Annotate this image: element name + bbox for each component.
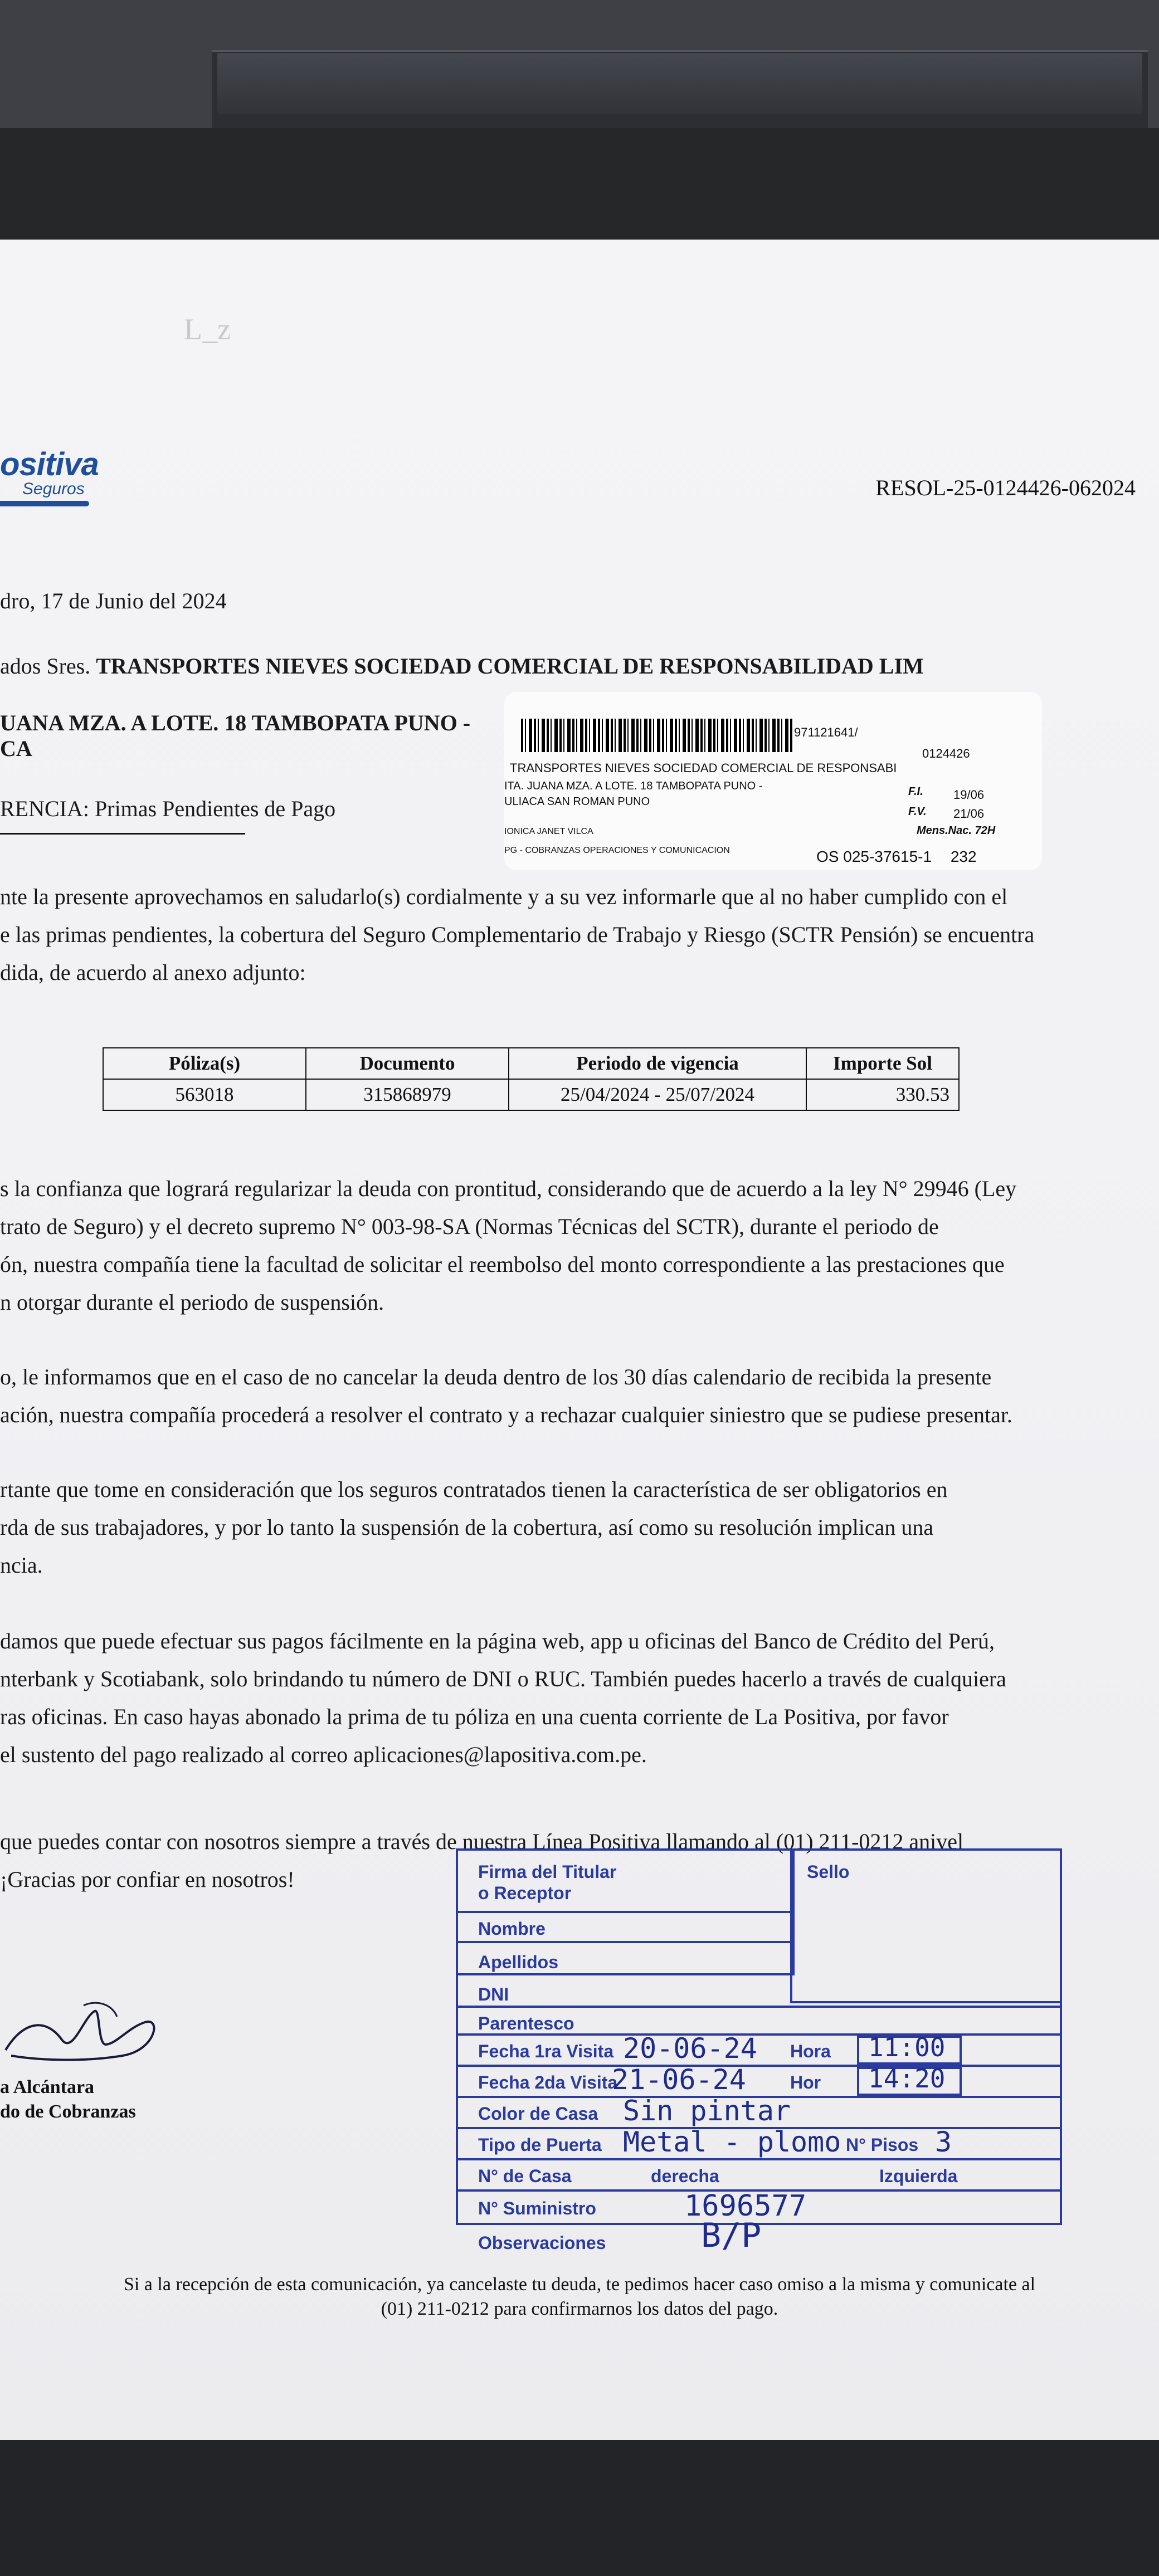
resolution-number: RESOL-25-0124426-062024	[875, 475, 1136, 500]
paragraph-line: rtante que tome en consideración que los seguros contratados tienen la característica de ser obligatorios en	[0, 1477, 948, 1502]
signature-icon	[0, 1983, 167, 2078]
stamp-row-dni	[456, 1973, 1062, 2008]
table-cell: 563018	[103, 1079, 306, 1110]
recipient-address-1: UANA MZA. A LOTE. 18 TAMBOPATA PUNO -	[0, 710, 471, 735]
shipping-label	[504, 692, 1042, 870]
label-code: 0124426	[922, 747, 970, 760]
recipient-line	[0, 653, 924, 679]
label-os-count: 232	[950, 848, 977, 865]
paragraph-line: damos que puede efectuar sus pagos fácilmente en la página web, app u oficinas del Banco de Crédito del Perú,	[0, 1628, 995, 1653]
salutation-prefix: ados Sres.	[0, 653, 91, 679]
intro-line: e las primas pendientes, la cobertura del Seguro Complementario de Trabajo y Riesgo (SCTR Pensión) se encuentra	[0, 922, 1035, 947]
stamp-suministro-label: N° Suministro	[478, 2198, 596, 2218]
paragraph-line: ¡Gracias por confiar en nosotros!	[0, 1867, 295, 1892]
intro-line: dida, de acuerdo al anexo adjunto:	[0, 960, 306, 985]
barcode-icon	[521, 719, 794, 752]
paragraph-line: n otorgar durante el periodo de suspensión.	[0, 1290, 384, 1315]
policy-table	[103, 1047, 960, 1111]
stamp-visita1-value: 20-06-24	[623, 2032, 757, 2065]
background-surface	[0, 2440, 1159, 2576]
paragraph-1	[0, 1170, 1148, 1321]
footer-note-2: (01) 211-0212 para confirmarnos los datos del pago.	[381, 2299, 778, 2319]
paragraph-line: el sustento del pago realizado al correo aplicaciones@lapositiva.com.pe.	[0, 1742, 647, 1767]
stamp-casa-label: N° de Casa	[478, 2166, 572, 2186]
table-cell: 330.53	[806, 1079, 959, 1110]
label-service: Mens.Nac. 72H	[917, 824, 996, 837]
paragraph-line: que puedes contar con nosotros siempre a través de nuestra Línea Positiva llamando al (01) 211-0212 anivel	[0, 1829, 964, 1854]
stamp-observaciones-value: B/P	[701, 2216, 762, 2255]
stamp-hora2-label: Hor	[790, 2072, 821, 2092]
stamp-suministro-value: 1696577	[684, 2189, 807, 2223]
label-agent: IONICA JANET VILCA	[504, 827, 593, 836]
laptop-keyboard-area	[0, 0, 1159, 134]
paragraph-line: trato de Seguro) y el decreto supremo N° 003-98-SA (Normas Técnicas del SCTR), durante el periodo de	[0, 1214, 939, 1239]
paragraph-line: ación, nuestra compañía procederá a resolver el contrato y a rechazar cualquier siniestro que se pudiese presentar.	[0, 1402, 1012, 1427]
courier-stamp	[456, 1848, 1058, 2277]
pen-mark: L_z	[184, 313, 231, 346]
label-fv: F.V.	[908, 806, 927, 818]
table-row	[103, 1079, 959, 1110]
stamp-hora1-value: 11:00	[868, 2032, 946, 2062]
insurer-logo	[0, 446, 145, 506]
paragraph-line: ras oficinas. En caso hayas abonado la prima de tu póliza en una cuenta corriente de La Positiva, por favor	[0, 1704, 949, 1729]
barcode-number: 971121641/	[794, 725, 858, 739]
stamp-puerta-label: Tipo de Puerta	[478, 2135, 602, 2155]
recipient-company: TRANSPORTES NIEVES SOCIEDAD COMERCIAL DE RESPONSABILIDAD LIM	[96, 653, 924, 679]
logo-underline	[0, 501, 89, 506]
stamp-izquierda-label: Izquierda	[879, 2166, 958, 2186]
table-cell: 25/04/2024 - 25/07/2024	[509, 1079, 806, 1110]
stamp-visita2-value: 21-06-24	[612, 2063, 746, 2096]
stamp-color-value: Sin pintar	[623, 2095, 791, 2127]
label-fi-value: 19/06	[953, 788, 985, 802]
stamp-receptor-label: o Receptor	[478, 1883, 572, 1903]
stamp-pisos-label: N° Pisos	[846, 2135, 919, 2155]
stamp-nombre-label: Nombre	[478, 1919, 546, 1939]
stamp-visita1-label: Fecha 1ra Visita	[478, 2041, 614, 2061]
stamp-pisos-value: 3	[935, 2126, 952, 2158]
signatory-name: a Alcántara	[0, 2077, 95, 2097]
stamp-dni-label: DNI	[478, 1984, 509, 2004]
paragraph-4	[0, 1622, 1148, 1774]
stamp-firma-label: Firma del Titular	[478, 1862, 617, 1882]
intro-paragraph	[0, 878, 1148, 992]
paragraph-line: s la confianza que logrará regularizar la deuda con prontitud, considerando que de acuerdo a la ley N° 29946 (Ley	[0, 1176, 1017, 1201]
screen-reflection	[217, 53, 1142, 114]
signatory	[0, 2075, 136, 2124]
label-os	[816, 848, 977, 866]
stamp-parentesco-label: Parentesco	[478, 2013, 574, 2033]
paragraph-line: ón, nuestra compañía tiene la facultad de solicitar el reembolso del monto correspondiente a las prestaciones que	[0, 1252, 1005, 1277]
label-recipient: TRANSPORTES NIEVES SOCIEDAD COMERCIAL DE RESPONSABI	[510, 761, 897, 775]
column-header: Póliza(s)	[103, 1048, 306, 1079]
stamp-hora1-label: Hora	[790, 2041, 831, 2061]
stamp-observaciones-label: Observaciones	[478, 2233, 606, 2253]
paragraph-line: o, le informamos que en el caso de no cancelar la deuda dentro de los 30 días calendario de recibida la presente	[0, 1364, 992, 1389]
paragraph-2	[0, 1358, 1148, 1434]
table-header-row	[103, 1048, 959, 1079]
stamp-puerta-value: Metal - plomo	[623, 2126, 841, 2158]
intro-line: nte la presente aprovechamos en saludarlo(s) cordialmente y a su vez informarle que al no haber cumplido con el	[0, 884, 1008, 909]
signatory-title: do de Cobranzas	[0, 2101, 136, 2122]
footer-note-1: Si a la recepción de esta comunicación, ya cancelaste tu deuda, te pedimos hacer caso omiso a la misma y comunicate al	[123, 2274, 1036, 2295]
stamp-sello-label: Sello	[807, 1862, 850, 1882]
label-department: PG - COBRANZAS OPERACIONES Y COMUNICACION	[504, 846, 730, 855]
logo-subtitle: Seguros	[22, 480, 85, 498]
label-address-1: ITA. JUANA MZA. A LOTE. 18 TAMBOPATA PUNO -	[504, 780, 763, 792]
table-cell: 315868979	[306, 1079, 509, 1110]
reference-line: RENCIA: Primas Pendientes de Pago	[0, 796, 336, 821]
stamp-hora2-value: 14:20	[868, 2063, 946, 2094]
label-os-prefix: OS	[816, 848, 839, 865]
label-fi: F.I.	[908, 786, 923, 798]
label-fv-value: 21/06	[953, 807, 985, 821]
stamp-apellidos-label: Apellidos	[478, 1952, 559, 1972]
paragraph-line: rda de sus trabajadores, y por lo tanto la suspensión de la cobertura, así como su resolución implican una	[0, 1515, 934, 1540]
column-header: Periodo de vigencia	[509, 1048, 806, 1079]
paragraph-line: nterbank y Scotiabank, solo brindando tu número de DNI o RUC. También puedes hacerlo a través de cualquiera	[0, 1666, 1006, 1691]
paragraph-line: ncia.	[0, 1553, 43, 1578]
reference-underline	[0, 833, 245, 835]
stamp-visita2-label: Fecha 2da Visita	[478, 2072, 618, 2092]
paragraph-3	[0, 1471, 1148, 1584]
recipient-address-2: CA	[0, 736, 32, 761]
stamp-color-label: Color de Casa	[478, 2104, 598, 2124]
logo-text: ositiva	[0, 446, 99, 482]
label-os-number: 025-37615-1	[843, 848, 932, 865]
letter-date: dro, 17 de Junio del 2024	[0, 588, 227, 613]
stamp-derecha-label: derecha	[651, 2166, 719, 2186]
column-header: Importe Sol	[806, 1048, 959, 1079]
label-address-2: ULIACA SAN ROMAN PUNO	[504, 796, 650, 808]
column-header: Documento	[306, 1048, 509, 1079]
laptop-bezel	[0, 128, 1159, 245]
